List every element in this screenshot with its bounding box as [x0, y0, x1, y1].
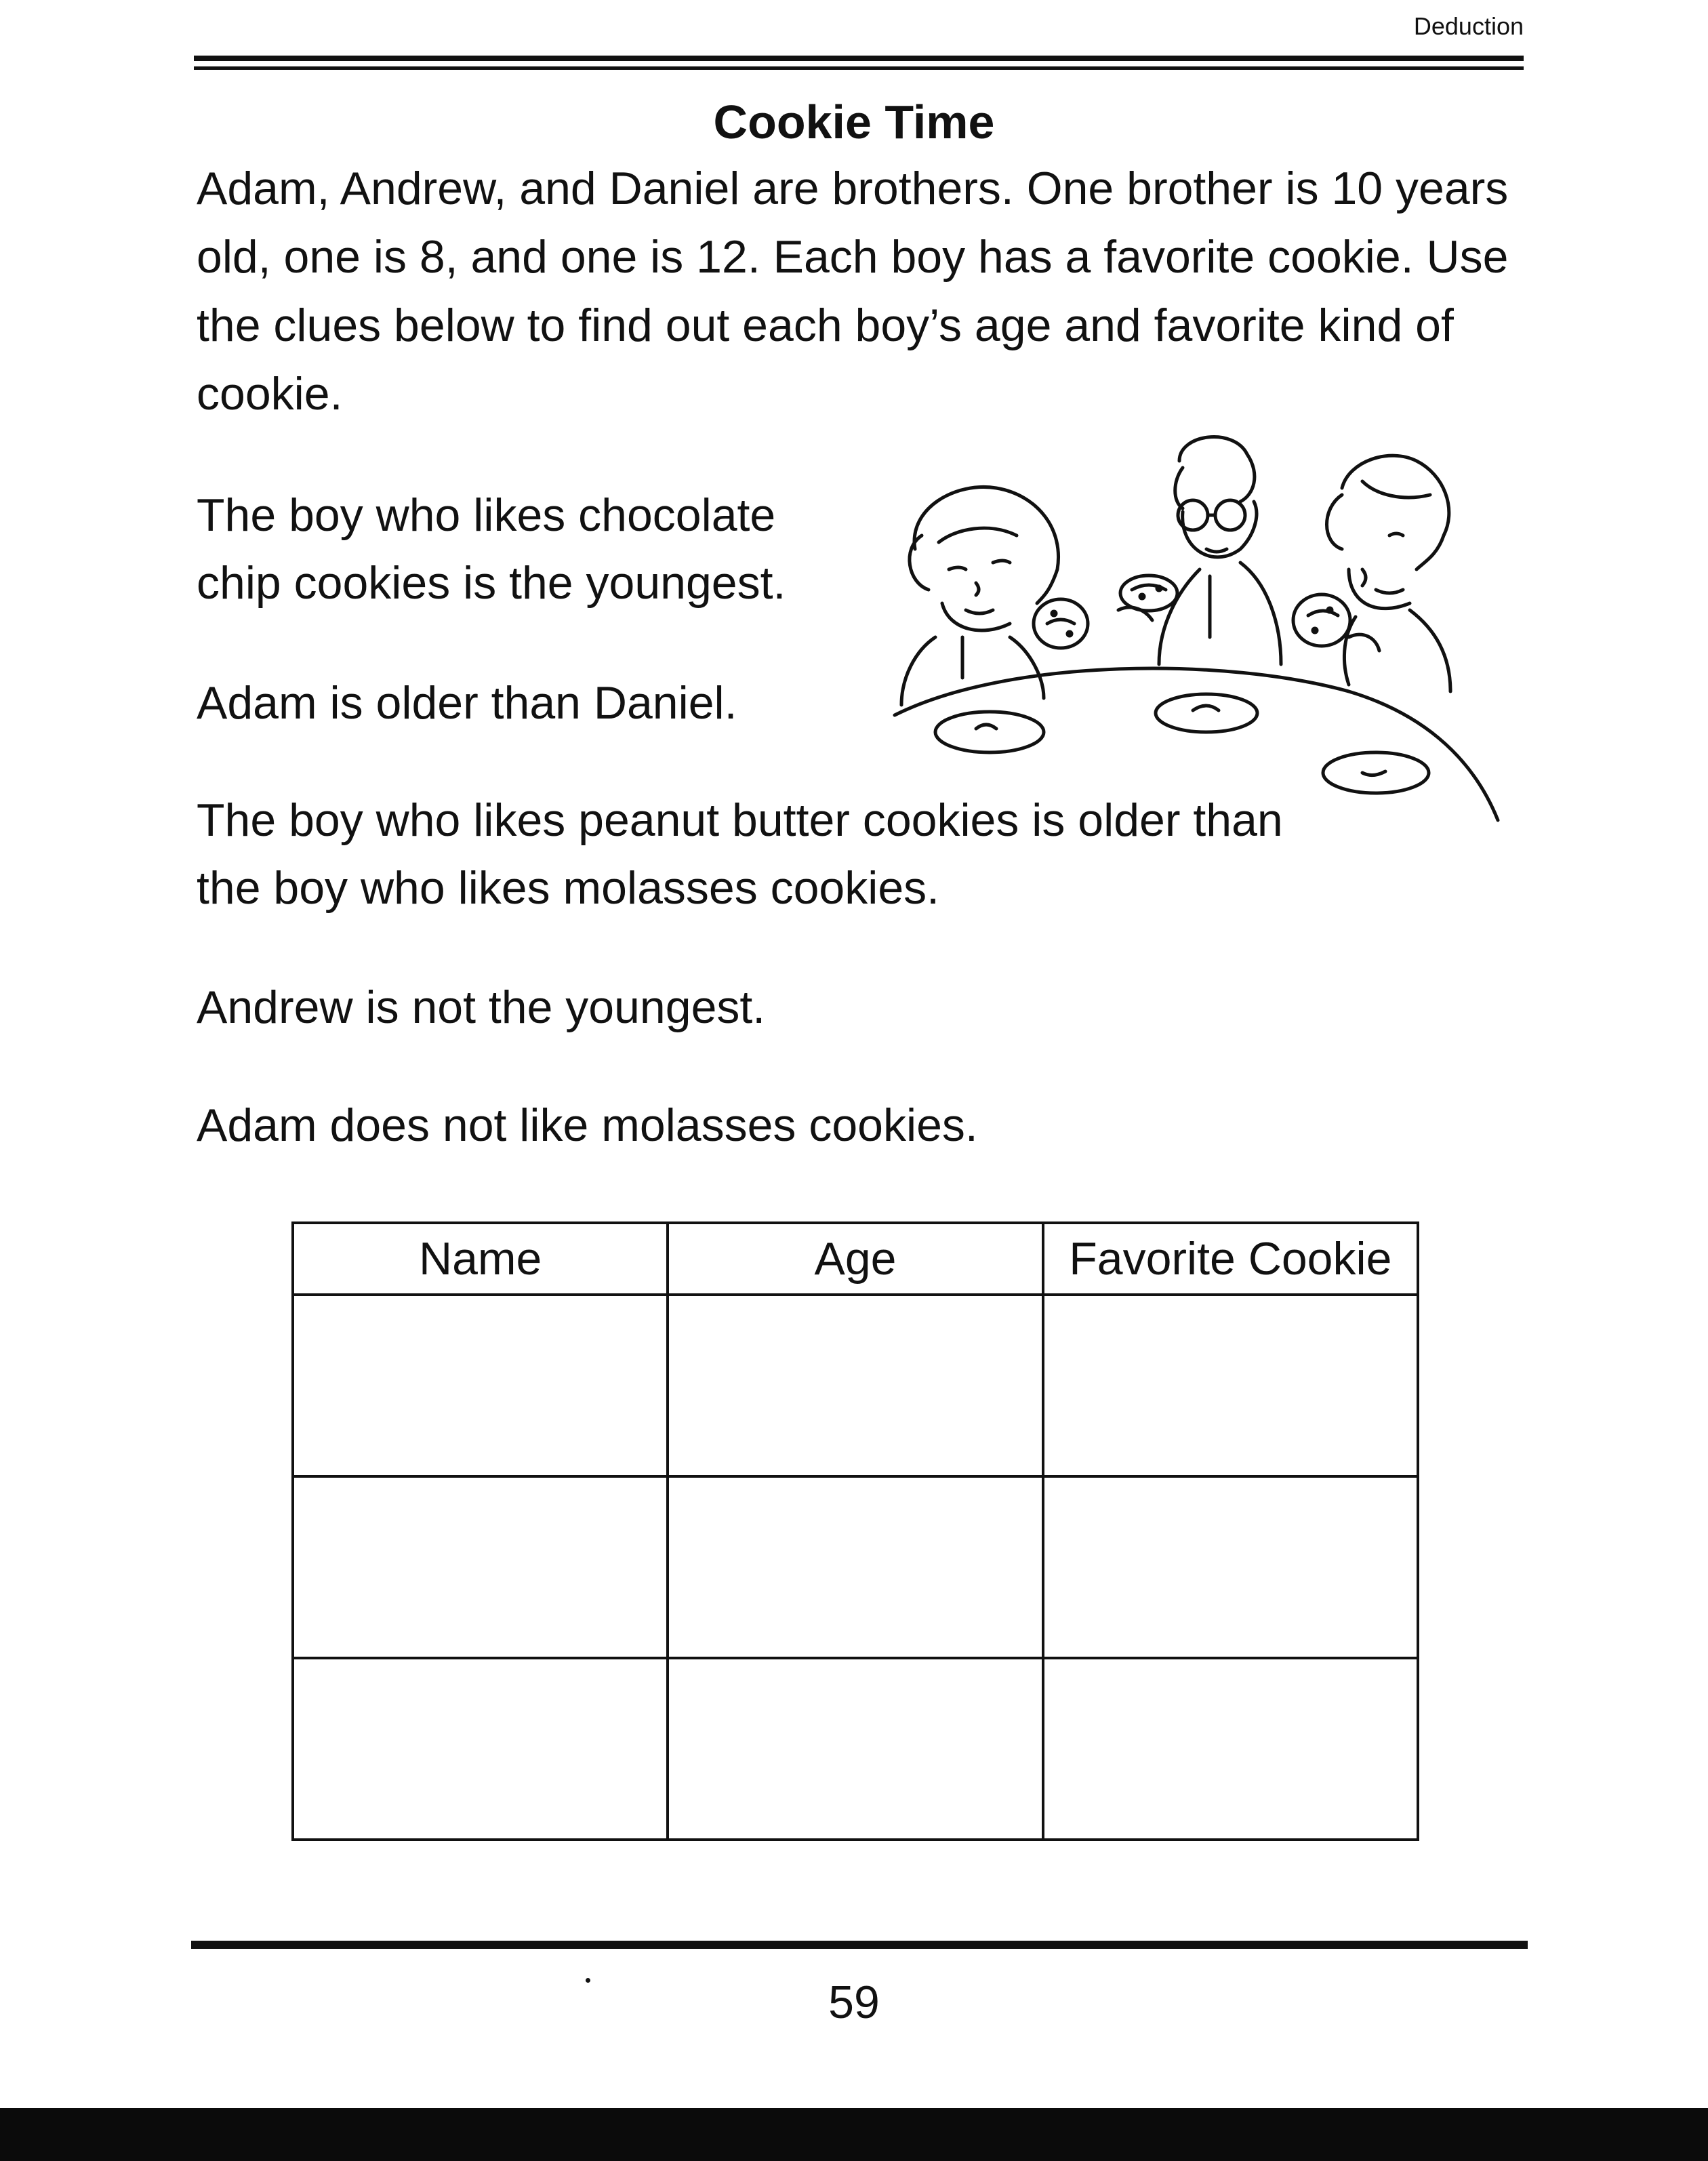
- favorite-cookie-cell[interactable]: [1043, 1295, 1418, 1476]
- clue-adam-not-molasses: Adam does not like molasses cookies.: [197, 1099, 978, 1151]
- answer-table: [291, 1221, 1419, 1841]
- header-rule-thin: [194, 66, 1524, 70]
- favorite-cookie-cell[interactable]: [1043, 1476, 1418, 1658]
- age-cell[interactable]: [668, 1295, 1042, 1476]
- column-header-age: Age: [668, 1223, 1042, 1295]
- page-number: 59: [828, 1977, 880, 2028]
- table-header-row: [293, 1223, 1418, 1295]
- name-cell[interactable]: [293, 1476, 668, 1658]
- column-header-name: Name: [293, 1223, 668, 1295]
- clue-andrew-not-youngest: Andrew is not the youngest.: [197, 982, 766, 1033]
- scan-edge-bar: [0, 2108, 1708, 2161]
- name-cell[interactable]: [293, 1295, 668, 1476]
- three-boys-eating-cookies-illustration: [874, 434, 1511, 834]
- table-row: [293, 1658, 1418, 1840]
- intro-paragraph: Adam, Andrew, and Daniel are brothers. One brother is 10 years old, one is 8, and one is 12. Each boy has a favorite cookie. Use the clues below to find out each boy’s age and favorite kind of cookie.: [197, 163, 1509, 420]
- favorite-cookie-cell[interactable]: [1043, 1658, 1418, 1840]
- table-row: [293, 1295, 1418, 1476]
- header-rule: [194, 56, 1524, 61]
- clue-chocolate-chip: The boy who likes chocolate chip cookies is the youngest.: [197, 489, 786, 609]
- table-row: [293, 1476, 1418, 1658]
- clue-adam-older: Adam is older than Daniel.: [197, 677, 737, 729]
- column-header-favorite-cookie: Favorite Cookie: [1043, 1223, 1418, 1295]
- age-cell[interactable]: [668, 1658, 1042, 1840]
- age-cell[interactable]: [668, 1476, 1042, 1658]
- clue-peanut-butter: The boy who likes peanut butter cookies is older than the boy who likes molasses cookies.: [197, 794, 1283, 914]
- name-cell[interactable]: [293, 1658, 668, 1840]
- footer-rule: [191, 1941, 1528, 1949]
- section-label: Deduction: [1413, 12, 1524, 40]
- page-title: Cookie Time: [713, 96, 995, 148]
